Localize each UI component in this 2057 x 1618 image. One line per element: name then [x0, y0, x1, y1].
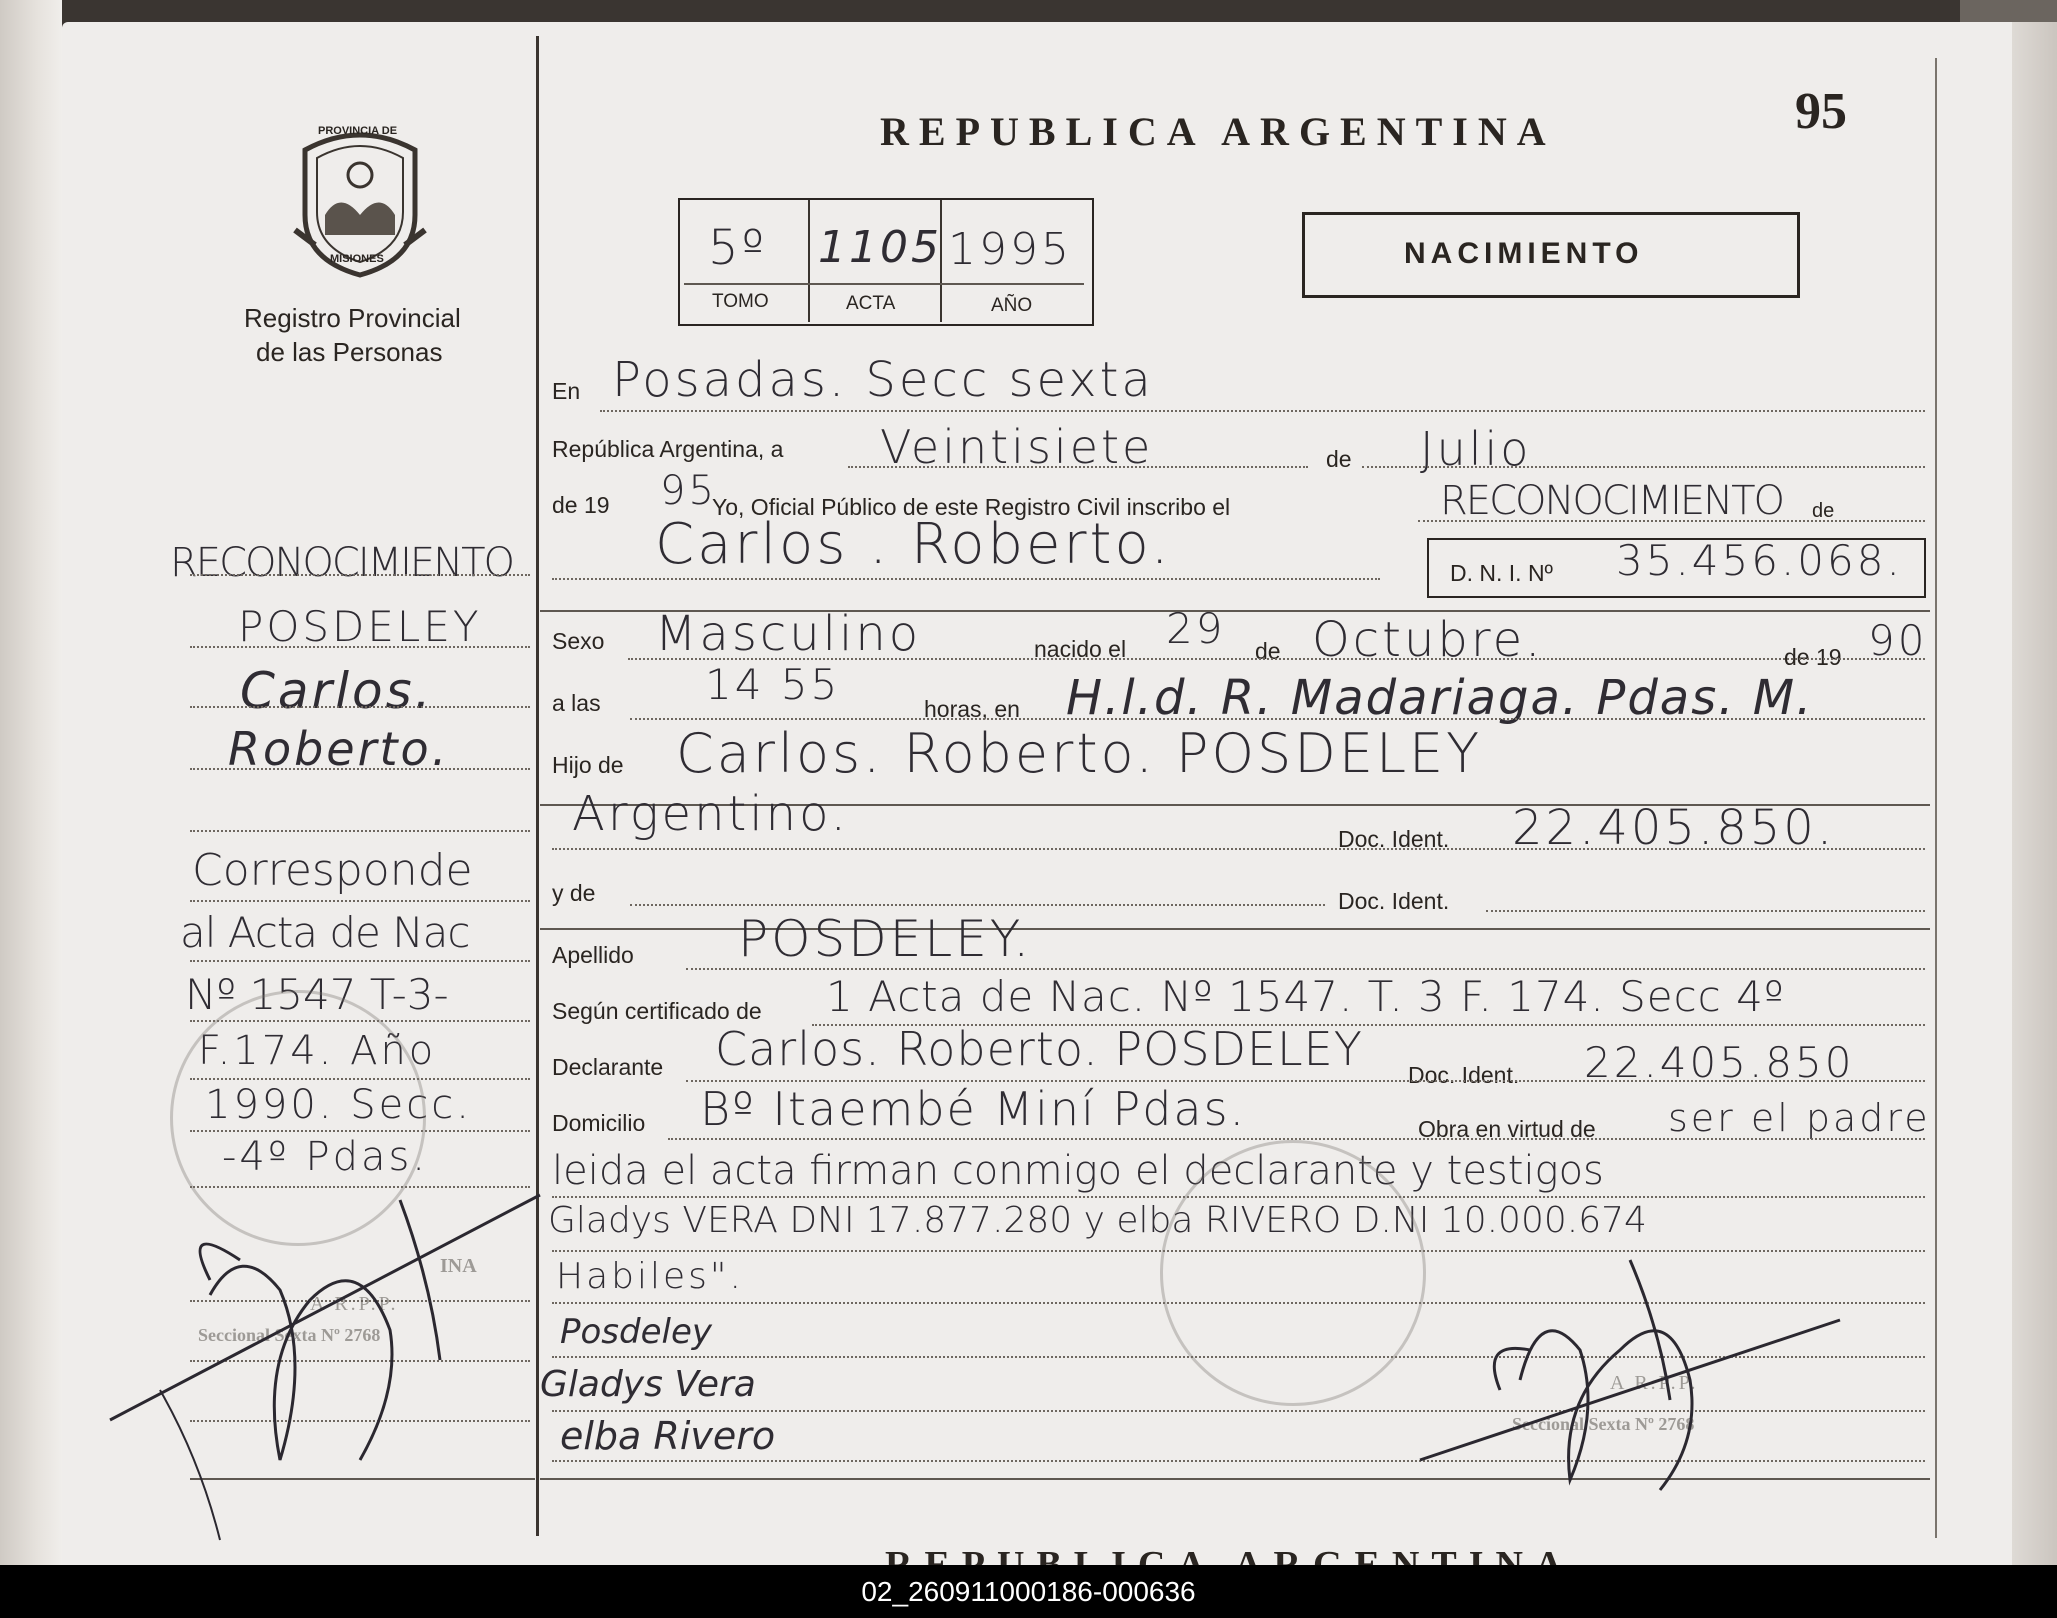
de19-label-2: de 19: [1784, 644, 1842, 670]
apellido-line: [686, 968, 1925, 970]
tomo-label: TOMO: [712, 291, 769, 312]
margin-rule-1: [190, 574, 530, 576]
country-title: REPUBLICA ARGENTINA: [880, 109, 1556, 154]
de19-label: de 19: [552, 492, 610, 518]
acta-value: 1105: [818, 222, 942, 273]
segun-value: 1 Acta de Nac. Nº 1547. T. 3 F. 174. Secc 4º: [826, 972, 1785, 1021]
margin-signature-icon: [100, 1160, 560, 1540]
right-stamp-line2: Seccional Sexta Nº 2768: [1512, 1414, 1695, 1434]
fecha-line: [848, 466, 1308, 468]
anio-value: 1995: [948, 224, 1072, 275]
dni-label: D. N. I. Nº: [1450, 560, 1553, 586]
obra-label: Obra en virtud de: [1418, 1116, 1596, 1142]
margin-stamp-line2: A R.P.P.: [310, 1293, 399, 1315]
horas-label: horas, en: [924, 696, 1020, 722]
seal-text-top: PROVINCIA DE: [318, 125, 398, 137]
text-line-2: Gladys VERA DNI 17.877.280 y elba RIVERO D.NI 10.000.674: [548, 1200, 1647, 1241]
domicilio-value: Bº Itaembé Miní Pdas.: [700, 1082, 1247, 1136]
margin-note-3: Nº 1547 T-3-: [185, 970, 449, 1019]
hora-value: 14 55: [705, 660, 841, 709]
margin-rule-7: [190, 960, 530, 962]
tomo-value: 5º: [708, 220, 768, 276]
padre-value: Carlos. Roberto. POSDELEY: [676, 722, 1483, 785]
madre-doc-line: [1486, 910, 1925, 912]
margin-stamp-line1: INA: [440, 1255, 477, 1277]
declarante-value: Carlos. Roberto. POSDELEY: [715, 1022, 1363, 1076]
obra-value: ser el padre: [1668, 1096, 1931, 1140]
de-label-2: de: [1255, 638, 1281, 664]
segun-label: Según certificado de: [552, 998, 762, 1024]
margin-stamp-line3: Seccional Sexta Nº 2768: [198, 1325, 381, 1345]
declarante-doc-value: 22.405.850: [1584, 1038, 1855, 1087]
sexo-label: Sexo: [552, 628, 605, 654]
dni-value: 35.456.068.: [1616, 536, 1903, 585]
oficial-label: Yo, Oficial Público de este Registro Civil inscribo el: [712, 494, 1231, 520]
anio-label: AÑO: [991, 295, 1033, 316]
registry-name-line2: de las Personas: [256, 337, 443, 367]
margin-note-6: -4º Pdas.: [222, 1134, 429, 1180]
sexo-value: Masculino: [655, 606, 922, 662]
page-right-edge: [2012, 22, 2057, 1565]
registry-name-line1: Registro Provincial: [244, 303, 461, 333]
center-stamp: [1160, 1140, 1426, 1406]
margin-note-name1: Carlos.: [240, 662, 434, 720]
firma-testigo-2: elba Rivero: [560, 1414, 776, 1458]
padre-nacionalidad-value: Argentino.: [572, 786, 849, 842]
en-line: [600, 410, 1925, 412]
nombre-value: Carlos . Roberto.: [655, 512, 1172, 577]
ref-label-line: [684, 283, 1084, 285]
right-border-line: [1935, 58, 1937, 1538]
padre-doc-value: 22.405.850.: [1512, 800, 1836, 856]
hora-line: [630, 718, 1925, 720]
margin-note-4: F.174. Año: [198, 1028, 437, 1074]
firma-testigo-1: Gladys Vera: [540, 1364, 756, 1405]
margin-note-2: al Acta de Nac: [180, 908, 470, 957]
margin-rule-2: [190, 646, 530, 648]
margin-rule-4: [190, 768, 530, 770]
inscribo-line: [1418, 520, 1925, 522]
mes-value: Julio: [1420, 422, 1532, 476]
docident-label: Doc. Ident.: [1338, 826, 1450, 852]
ref-divider-1: [808, 200, 810, 322]
lugar-value: H.l.d. R. Madariaga. Pdas. M.: [1066, 670, 1814, 726]
domicilio-label: Domicilio: [552, 1110, 646, 1136]
declarante-label: Declarante: [552, 1054, 664, 1080]
text-line-3: Habiles".: [556, 1256, 744, 1297]
margin-note-name2: Roberto.: [228, 722, 450, 776]
nacido-label: nacido el: [1034, 636, 1127, 662]
margin-note-5: 1990. Secc.: [205, 1082, 472, 1128]
nombre-line: [552, 578, 1380, 580]
nac-mes-value: Octubre.: [1312, 612, 1544, 668]
page-number: 95: [1795, 83, 1847, 140]
anio-value: 95: [660, 468, 717, 514]
doc-ident-label-3: Doc. Ident.: [1408, 1062, 1520, 1088]
republica-label: República Argentina, a: [552, 436, 784, 462]
padre-line: [552, 848, 1925, 850]
binding-strip: [0, 0, 62, 1565]
apellido-label: Apellido: [552, 942, 634, 968]
scan-id-footer: 02_260911000186-000636: [0, 1565, 2057, 1618]
next-page-title: [885, 1546, 1574, 1565]
firma-declarante: Posdeley: [560, 1312, 713, 1352]
text-line-1: leida el acta firman conmigo el declarante y testigos: [552, 1148, 1604, 1194]
de-label: de: [1326, 446, 1352, 472]
en-label: En: [552, 378, 581, 404]
madre-line: [630, 904, 1325, 906]
margin-note-1: Corresponde: [192, 845, 473, 896]
margin-note-surname: POSDELEY: [238, 602, 482, 651]
nac-anio-value: 90: [1868, 616, 1928, 665]
act-type-label: NACIMIENTO: [1404, 237, 1644, 270]
seal-text-bottom: MISIONES: [330, 253, 384, 265]
margin-rule-6: [190, 900, 530, 902]
margin-rule-3: [190, 706, 530, 708]
inscribo-value: RECONOCIMIENTO: [1440, 478, 1784, 524]
mes-line: [1362, 466, 1925, 468]
en-value: Posadas. Secc sexta: [612, 352, 1154, 408]
official-signature-icon: [1400, 1240, 1860, 1500]
docident-label-2: Doc. Ident.: [1338, 888, 1450, 914]
yde-label: y de: [552, 880, 596, 906]
alas-label: a las: [552, 690, 601, 716]
nac-dia-value: 29: [1166, 604, 1226, 653]
apellido-value: POSDELEY.: [738, 910, 1033, 968]
de-small-label: de: [1812, 500, 1835, 522]
margin-note-reconocimiento: RECONOCIMIENTO: [170, 540, 514, 586]
right-stamp-line1: A R.P.P.: [1610, 1372, 1699, 1394]
margin-rule-5: [190, 830, 530, 832]
hijo-label: Hijo de: [552, 752, 624, 778]
dia-value: Veintisiete: [880, 420, 1154, 474]
acta-label: ACTA: [846, 293, 896, 314]
